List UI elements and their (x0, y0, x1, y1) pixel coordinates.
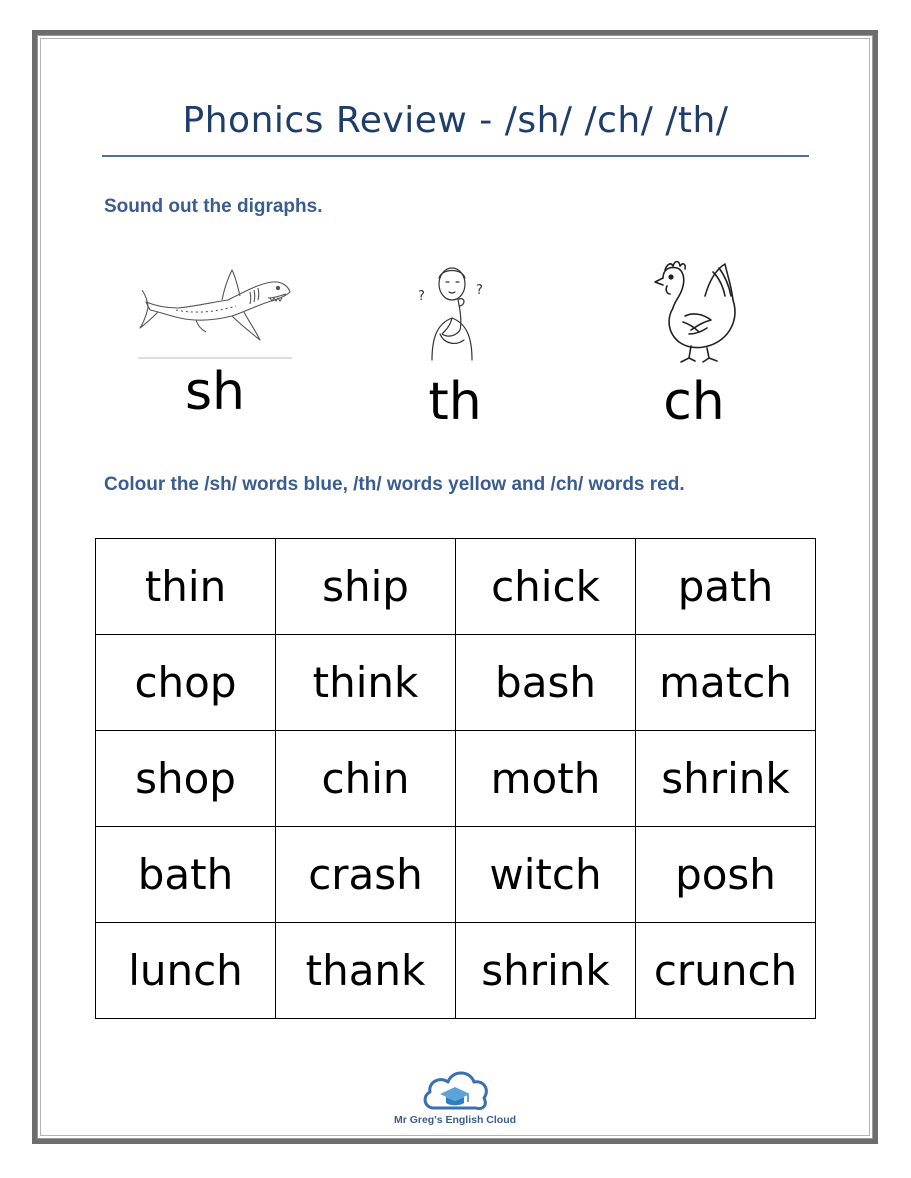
word-cell[interactable]: chop (96, 635, 276, 731)
word-cell[interactable]: thin (96, 539, 276, 635)
word-grid (95, 538, 816, 1019)
word-cell[interactable]: chick (456, 539, 636, 635)
word-cell[interactable]: path (636, 539, 816, 635)
instruction-sound-out: Sound out the digraphs. (104, 196, 323, 217)
worksheet-title: Phonics Review - /sh/ /ch/ /th/ (182, 100, 729, 141)
word-cell[interactable]: chin (276, 731, 456, 827)
word-cell[interactable]: witch (456, 827, 636, 923)
word-cell[interactable]: ship (276, 539, 456, 635)
word-cell[interactable]: shop (96, 731, 276, 827)
word-cell[interactable]: shrink (636, 731, 816, 827)
shark-icon (136, 262, 294, 360)
thinking-boy-icon (412, 260, 494, 362)
word-cell[interactable]: moth (456, 731, 636, 827)
word-cell[interactable]: bath (96, 827, 276, 923)
cloud-logo-icon (420, 1064, 490, 1114)
grid-row (96, 539, 816, 635)
digraph-sh-label: sh (184, 362, 246, 422)
word-cell[interactable]: bash (456, 635, 636, 731)
grid-row (96, 635, 816, 731)
svg-text:?: ? (476, 283, 483, 298)
digraph-ch-label: ch (663, 372, 725, 432)
word-cell[interactable]: thank (276, 923, 456, 1019)
title-underline (102, 155, 809, 157)
digraph-th-label: th (428, 372, 482, 432)
grid-row (96, 827, 816, 923)
grid-row (96, 731, 816, 827)
word-cell[interactable]: think (276, 635, 456, 731)
grid-row (96, 923, 816, 1019)
instruction-colour-words: Colour the /sh/ words blue, /th/ words yellow and /ch/ words red. (104, 474, 685, 495)
word-cell[interactable]: crunch (636, 923, 816, 1019)
word-cell[interactable]: match (636, 635, 816, 731)
word-cell[interactable]: posh (636, 827, 816, 923)
chicken-icon (645, 256, 741, 366)
svg-text:?: ? (418, 289, 425, 304)
logo-text: Mr Greg's English Cloud (393, 1114, 517, 1126)
word-cell[interactable]: lunch (96, 923, 276, 1019)
word-cell[interactable]: crash (276, 827, 456, 923)
word-cell[interactable]: shrink (456, 923, 636, 1019)
